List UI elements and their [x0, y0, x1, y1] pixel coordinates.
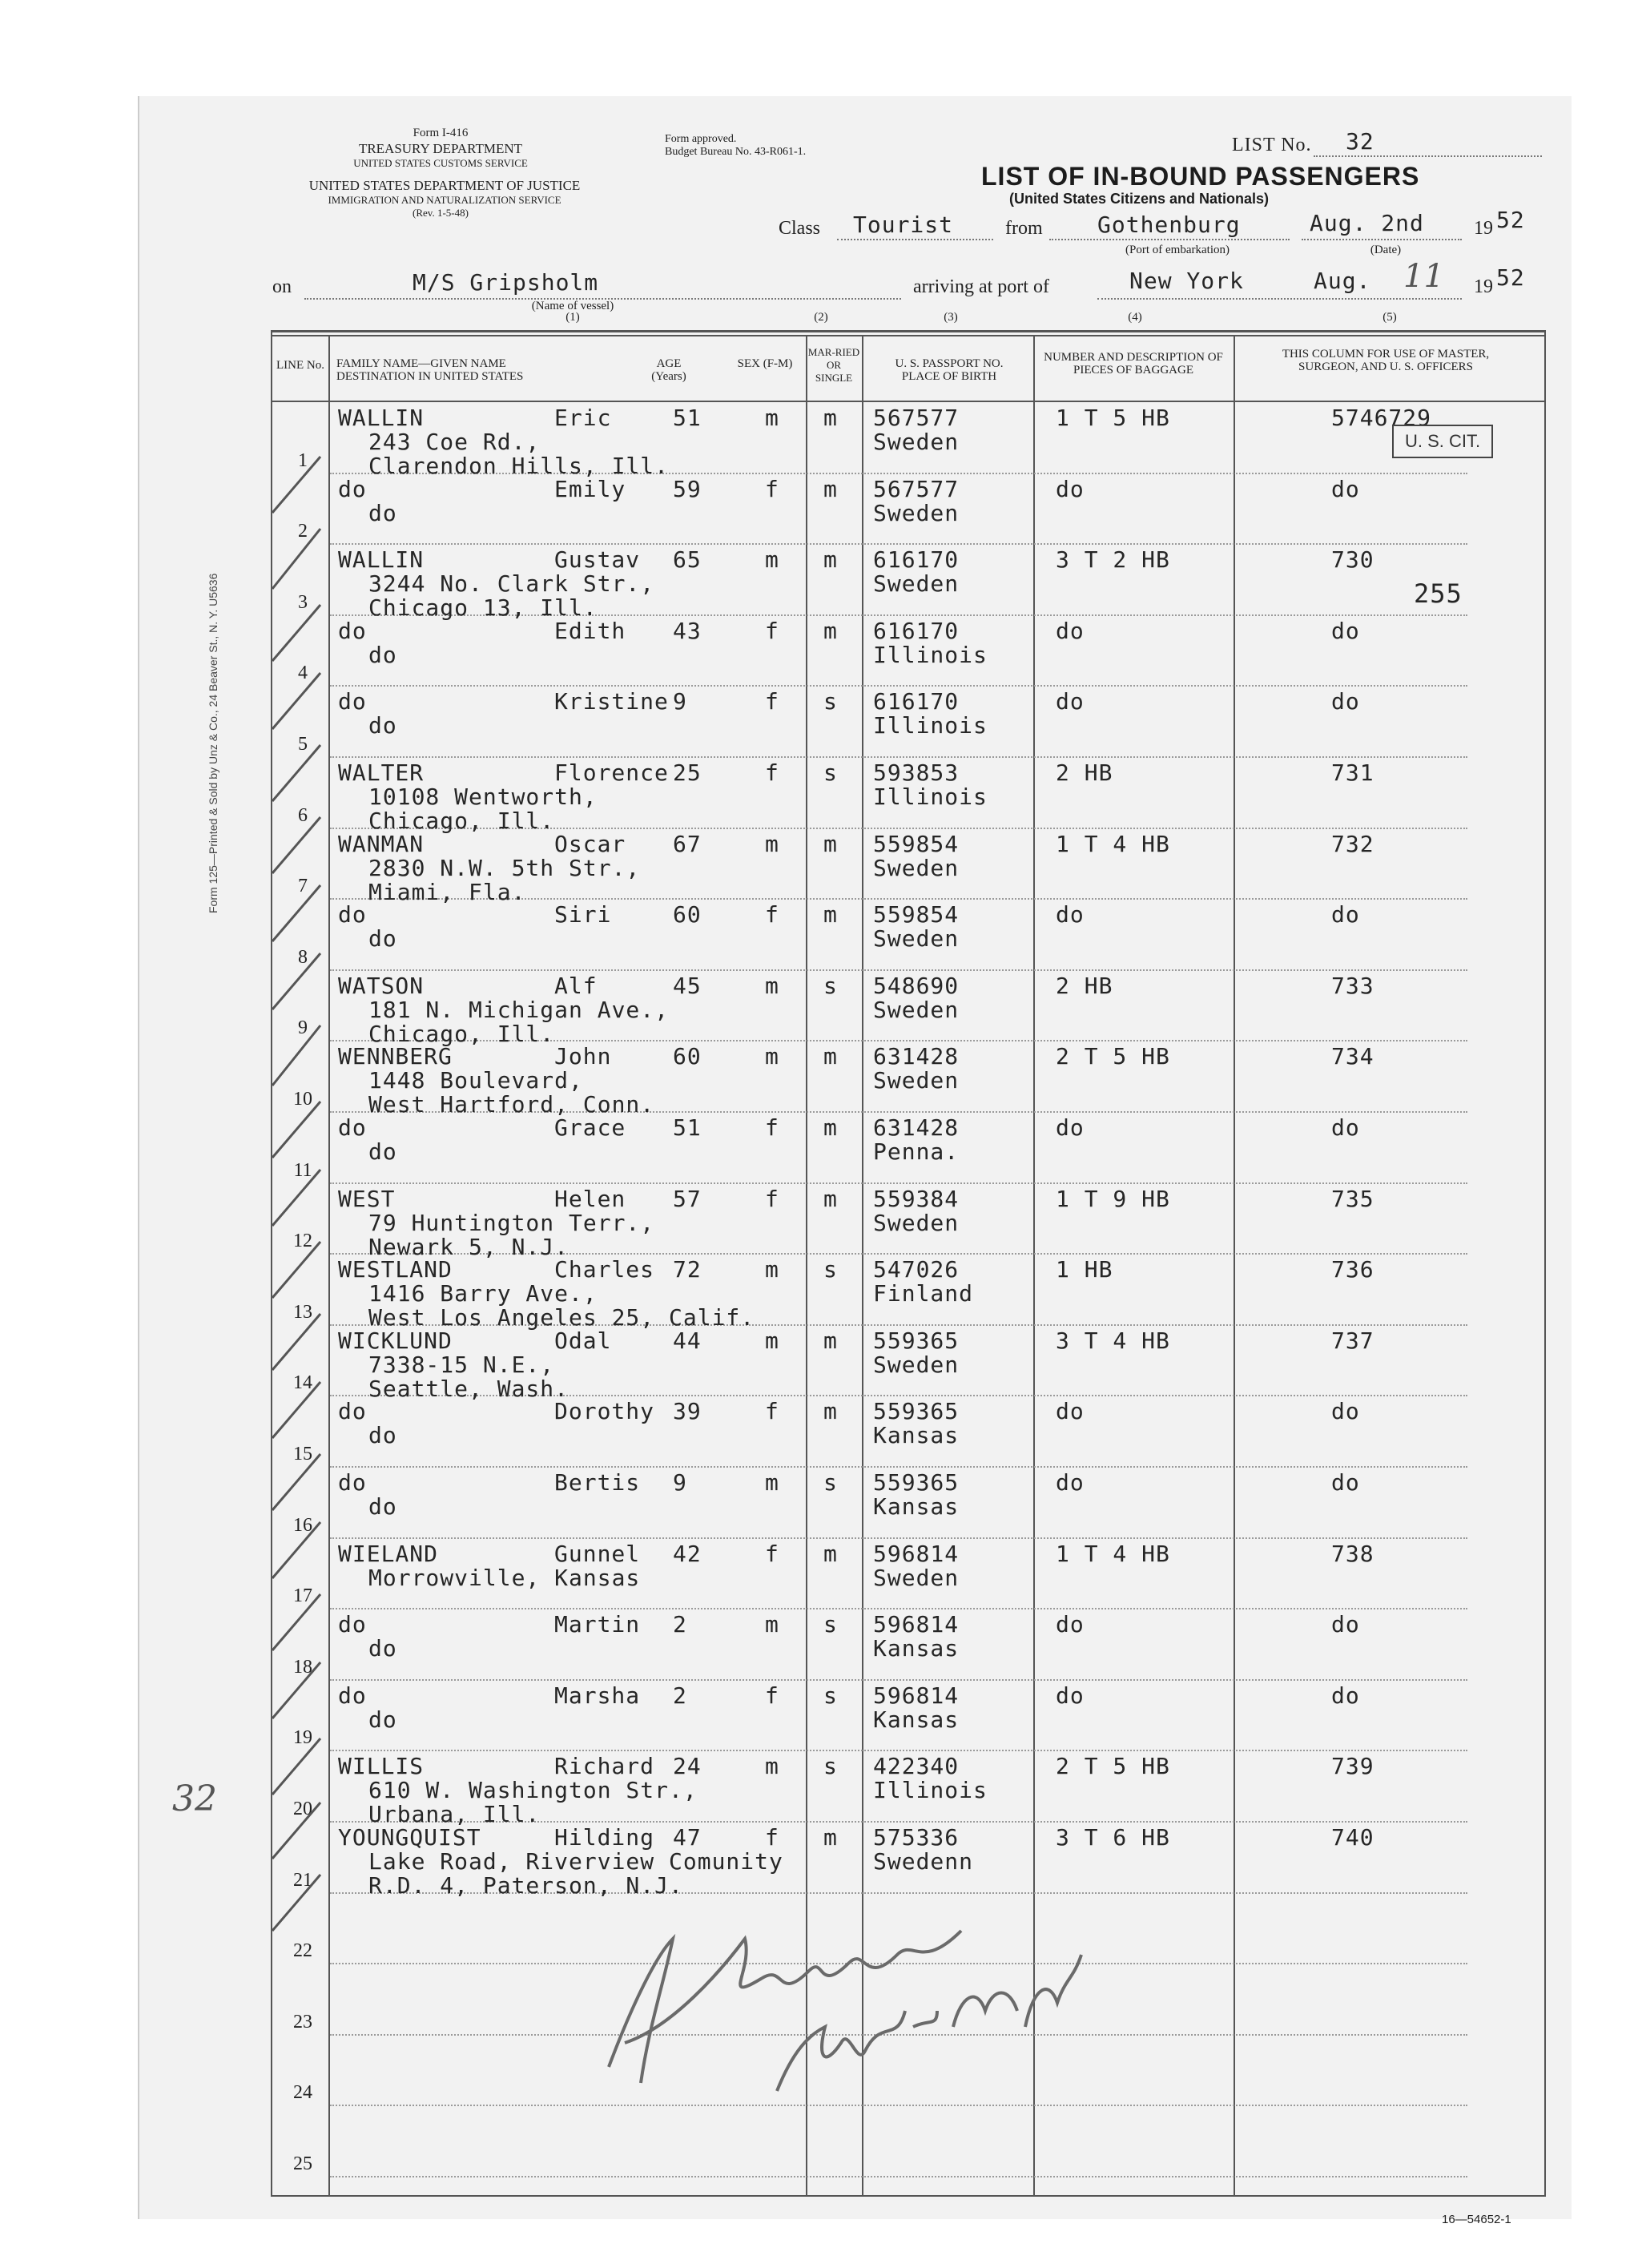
line-number: 2 [298, 521, 308, 542]
sex: f [765, 476, 779, 502]
passport-number: 596814 [873, 1611, 960, 1638]
given-name: Florence [554, 759, 669, 786]
column-header-name: FAMILY NAME—GIVEN NAME DESTINATION IN UNITED STATES [336, 357, 524, 383]
line-number: 24 [293, 2082, 312, 2103]
age: 24 [673, 1753, 702, 1779]
citizen-stamp: U. S. CIT. [1392, 425, 1493, 458]
age: 9 [673, 1469, 687, 1496]
given-name: Oscar [554, 831, 626, 857]
family-name: do [338, 1114, 367, 1141]
family-name: WALTER [338, 759, 425, 786]
line-number: 12 [293, 1231, 312, 1251]
line-number: 15 [293, 1444, 312, 1464]
marital-status: m [823, 1043, 838, 1070]
baggage: 3 T 4 HB [1056, 1327, 1170, 1354]
date-value: Aug. 2nd [1310, 210, 1424, 236]
officer-column: 740 [1331, 1824, 1374, 1851]
officer-column: 737 [1331, 1327, 1374, 1354]
arrival-year-value: 52 [1496, 264, 1525, 291]
address-line-1: 610 W. Washington Str., [368, 1777, 698, 1803]
officer-column: do [1331, 688, 1360, 715]
passport-number: 422340 [873, 1753, 960, 1779]
line-number: 3 [298, 592, 308, 613]
arrival-year-prefix: 19 [1474, 276, 1493, 297]
page-title: LIST OF IN-BOUND PASSENGERS [981, 162, 1420, 191]
line-number: 4 [298, 663, 308, 683]
age: 9 [673, 688, 687, 715]
sex: f [765, 618, 779, 644]
age: 44 [673, 1327, 702, 1354]
year-prefix: 19 [1474, 218, 1493, 239]
marital-status: m [823, 476, 838, 502]
given-name: Emily [554, 476, 626, 502]
line-number: 18 [293, 1657, 312, 1678]
given-name: Grace [554, 1114, 626, 1141]
arrival-port-value: New York [1129, 268, 1244, 294]
place-of-birth: Penna. [873, 1138, 960, 1165]
family-name: do [338, 1469, 367, 1496]
arriving-label: arriving at port of [913, 276, 1049, 297]
given-name: Kristine [554, 688, 669, 715]
age: 25 [673, 759, 702, 786]
given-name: Edith [554, 618, 626, 644]
revision-label: (Rev. 1-5-48) [413, 207, 469, 219]
place-of-birth: Illinois [873, 784, 988, 810]
sex: m [765, 1611, 779, 1638]
address-line-1: do [368, 1138, 397, 1165]
given-name: Gustav [554, 546, 641, 573]
age: 65 [673, 546, 702, 573]
treasury-label: TREASURY DEPARTMENT [358, 141, 523, 156]
address-line-2: Chicago, Ill. [368, 808, 555, 834]
address-line-1: Morrowville, Kansas [368, 1565, 641, 1591]
given-name: Gunnel [554, 1541, 641, 1567]
family-name: YOUNGQUIST [338, 1824, 481, 1851]
baggage: do [1056, 1398, 1085, 1424]
age: 51 [673, 1114, 702, 1141]
officer-column: do [1331, 1398, 1360, 1424]
age: 60 [673, 1043, 702, 1070]
sex: m [765, 1327, 779, 1354]
officer-column: 735 [1331, 1186, 1374, 1212]
vessel-value: M/S Gripsholm [413, 269, 599, 296]
address-line-1: do [368, 1493, 397, 1520]
age: 45 [673, 973, 702, 999]
baggage: do [1056, 1611, 1085, 1638]
line-number: 11 [293, 1160, 312, 1181]
class-label: Class [779, 218, 821, 239]
place-of-birth: Swedenn [873, 1848, 974, 1875]
passport-number: 596814 [873, 1541, 960, 1567]
officer-column: 734 [1331, 1043, 1374, 1070]
age: 42 [673, 1541, 702, 1567]
baggage: 2 HB [1056, 759, 1113, 786]
passport-number: 559384 [873, 1186, 960, 1212]
marital-status: s [823, 973, 838, 999]
class-value: Tourist [853, 211, 954, 238]
column-header-officers: THIS COLUMN FOR USE OF MASTER, SURGEON, AND U. S. OFFICERS [1282, 348, 1490, 373]
marital-status: m [823, 901, 838, 928]
line-number: 10 [293, 1089, 312, 1110]
officer-column: 739 [1331, 1753, 1374, 1779]
family-name: do [338, 618, 367, 644]
sex: f [765, 759, 779, 786]
age: 43 [673, 618, 702, 644]
place-of-birth: Kansas [873, 1493, 960, 1520]
family-name: WATSON [338, 973, 425, 999]
line-number: 23 [293, 2012, 312, 2032]
place-of-birth: Sweden [873, 1210, 960, 1236]
passport-number: 631428 [873, 1043, 960, 1070]
address-line-1: do [368, 642, 397, 668]
line-number: 20 [293, 1799, 312, 1819]
place-of-birth: Illinois [873, 712, 988, 739]
officer-column: do [1331, 1682, 1360, 1709]
given-name: Richard [554, 1753, 655, 1779]
sex: f [765, 1682, 779, 1709]
line-number: 16 [293, 1515, 312, 1536]
address-line-1: 79 Huntington Terr., [368, 1210, 655, 1236]
line-number: 19 [293, 1727, 312, 1748]
given-name: Martin [554, 1611, 641, 1638]
column-header-age: AGE (Years) [651, 357, 686, 383]
family-name: WICKLUND [338, 1327, 453, 1354]
address-line-2: Newark 5, N.J. [368, 1234, 569, 1260]
marital-status: s [823, 1753, 838, 1779]
place-of-birth: Sweden [873, 1352, 960, 1378]
baggage: 1 HB [1056, 1256, 1113, 1283]
officer-column: do [1331, 1469, 1360, 1496]
officer-column: 733 [1331, 973, 1374, 999]
marital-status: m [823, 1327, 838, 1354]
address-line-1: 181 N. Michigan Ave., [368, 997, 670, 1023]
line-number: 6 [298, 805, 308, 826]
family-name: do [338, 901, 367, 928]
port-of-embarkation-value: Gothenburg [1097, 211, 1241, 238]
baggage: 2 T 5 HB [1056, 1753, 1170, 1779]
age: 47 [673, 1824, 702, 1851]
baggage: 1 T 4 HB [1056, 1541, 1170, 1567]
address-line-1: do [368, 1422, 397, 1448]
marital-status: s [823, 1682, 838, 1709]
address-line-1: 10108 Wentworth, [368, 784, 598, 810]
sex: m [765, 1043, 779, 1070]
passport-number: 631428 [873, 1114, 960, 1141]
officer-column: do [1331, 1114, 1360, 1141]
sex: m [765, 546, 779, 573]
place-of-birth: Sweden [873, 429, 960, 455]
marital-status: m [823, 1398, 838, 1424]
place-of-birth: Kansas [873, 1706, 960, 1733]
place-of-birth: Illinois [873, 1777, 988, 1803]
given-name: Hilding [554, 1824, 655, 1851]
sex: f [765, 901, 779, 928]
sex: m [765, 1469, 779, 1496]
family-name: WESTLAND [338, 1256, 453, 1283]
sex: m [765, 1256, 779, 1283]
column-number-5: (5) [1382, 311, 1397, 324]
baggage: 1 T 5 HB [1056, 405, 1170, 431]
marital-status: m [823, 618, 838, 644]
line-number: 9 [298, 1017, 308, 1038]
baggage: do [1056, 618, 1085, 644]
baggage: do [1056, 476, 1085, 502]
address-line-2: R.D. 4, Paterson, N.J. [368, 1872, 683, 1899]
address-line-1: do [368, 712, 397, 739]
form-number: Form I-416 [413, 127, 469, 139]
officer-column: 5746729 [1331, 405, 1432, 431]
baggage: 1 T 4 HB [1056, 831, 1170, 857]
marital-status: s [823, 688, 838, 715]
address-line-2: Seattle, Wash. [368, 1376, 569, 1402]
sex: m [765, 405, 779, 431]
baggage: do [1056, 901, 1085, 928]
baggage: 2 T 5 HB [1056, 1043, 1170, 1070]
passport-number: 596814 [873, 1682, 960, 1709]
age: 39 [673, 1398, 702, 1424]
sex: f [765, 1824, 779, 1851]
sex: f [765, 1398, 779, 1424]
marital-status: m [823, 405, 838, 431]
passport-number: 575336 [873, 1824, 960, 1851]
given-name: Odal [554, 1327, 612, 1354]
given-name: John [554, 1043, 612, 1070]
marital-status: m [823, 1824, 838, 1851]
budget-label: Budget Bureau No. 43-R061-1. [665, 146, 807, 158]
passport-number: 559365 [873, 1469, 960, 1496]
baggage: do [1056, 688, 1085, 715]
print-code: 16—54652-1 [1442, 2213, 1511, 2226]
given-name: Helen [554, 1186, 626, 1212]
age: 72 [673, 1256, 702, 1283]
age: 60 [673, 901, 702, 928]
age: 67 [673, 831, 702, 857]
date-caption: (Date) [1370, 244, 1402, 256]
age: 2 [673, 1611, 687, 1638]
officer-column: do [1331, 476, 1360, 502]
address-line-2: West Los Angeles 25, Calif. [368, 1304, 755, 1331]
marital-status: s [823, 759, 838, 786]
officer-signature [577, 1907, 1105, 2115]
passport-number: 593853 [873, 759, 960, 786]
given-name: Charles [554, 1256, 655, 1283]
arrival-day-value: 11 [1403, 258, 1444, 295]
margin-list-number: 32 [172, 1779, 217, 1819]
given-name: Marsha [554, 1682, 641, 1709]
place-of-birth: Sweden [873, 1565, 960, 1591]
line-number: 21 [293, 1870, 312, 1891]
year-value: 52 [1496, 207, 1525, 233]
side-print: Form 125—Printed & Sold by Unz & Co., 24 Beaver St., N. Y. U5636 [207, 573, 219, 913]
sex: f [765, 1541, 779, 1567]
column-header-passport: U. S. PASSPORT NO. PLACE OF BIRTH [895, 357, 1004, 383]
column-number-3: (3) [944, 311, 958, 324]
place-of-birth: Kansas [873, 1422, 960, 1448]
column-header-baggage: NUMBER AND DESCRIPTION OF PIECES OF BAGGAGE [1044, 351, 1223, 377]
line-number: 7 [298, 876, 308, 896]
officer-column: do [1331, 901, 1360, 928]
family-name: WANMAN [338, 831, 425, 857]
age: 57 [673, 1186, 702, 1212]
officer-column: 731 [1331, 759, 1374, 786]
column-number-1: (1) [565, 311, 580, 324]
customs-label: UNITED STATES CUSTOMS SERVICE [353, 157, 528, 169]
passport-number: 559365 [873, 1327, 960, 1354]
officer-column: do [1331, 1611, 1360, 1638]
officer-column: 738 [1331, 1541, 1374, 1567]
column-number-2: (2) [814, 311, 828, 324]
arrival-date-value: Aug. [1314, 268, 1371, 294]
place-of-birth: Kansas [873, 1635, 960, 1662]
age: 59 [673, 476, 702, 502]
address-line-1: 243 Coe Rd., [368, 429, 541, 455]
marital-status: m [823, 831, 838, 857]
address-line-2: Miami, Fla. [368, 879, 526, 905]
immigration-label: IMMIGRATION AND NATURALIZATION SERVICE [328, 194, 561, 206]
place-of-birth: Sweden [873, 500, 960, 526]
baggage: 1 T 9 HB [1056, 1186, 1170, 1212]
marital-status: s [823, 1469, 838, 1496]
address-line-1: 2830 N.W. 5th Str., [368, 855, 641, 881]
passport-number: 559365 [873, 1398, 960, 1424]
given-name: Bertis [554, 1469, 641, 1496]
address-line-2: Chicago, Ill. [368, 1021, 555, 1047]
family-name: do [338, 1398, 367, 1424]
address-line-1: do [368, 500, 397, 526]
passport-number: 567577 [873, 476, 960, 502]
family-name: do [338, 688, 367, 715]
passport-number: 616170 [873, 688, 960, 715]
line-number: 1 [298, 450, 308, 471]
port-caption: (Port of embarkation) [1125, 244, 1230, 256]
tally-marks [264, 449, 360, 1971]
address-line-2: West Hartford, Conn. [368, 1091, 655, 1118]
sex: f [765, 1186, 779, 1212]
family-name: WILLIS [338, 1753, 425, 1779]
baggage: 3 T 2 HB [1056, 546, 1170, 573]
baggage: do [1056, 1682, 1085, 1709]
place-of-birth: Sweden [873, 1067, 960, 1094]
column-header-line: LINE No. [276, 359, 324, 372]
officer-note: 255 [1414, 578, 1463, 609]
address-line-2: Chicago 13, Ill. [368, 594, 598, 621]
marital-status: s [823, 1256, 838, 1283]
family-name: do [338, 476, 367, 502]
baggage: do [1056, 1114, 1085, 1141]
age: 51 [673, 405, 702, 431]
age: 2 [673, 1682, 687, 1709]
officer-column: do [1331, 618, 1360, 644]
place-of-birth: Finland [873, 1280, 974, 1307]
address-line-1: 3244 No. Clark Str., [368, 570, 655, 597]
officer-column: 736 [1331, 1256, 1374, 1283]
given-name: Siri [554, 901, 612, 928]
given-name: Eric [554, 405, 612, 431]
family-name: WALLIN [338, 405, 425, 431]
line-number: 25 [293, 2153, 312, 2174]
from-label: from [1005, 218, 1043, 239]
address-line-1: 1448 Boulevard, [368, 1067, 583, 1094]
line-number: 14 [293, 1372, 312, 1393]
sex: f [765, 688, 779, 715]
sex: m [765, 1753, 779, 1779]
address-line-2: Urbana, Ill. [368, 1801, 541, 1827]
address-line-1: 1416 Barry Ave., [368, 1280, 598, 1307]
sex: m [765, 831, 779, 857]
line-number: 22 [293, 1940, 312, 1961]
place-of-birth: Illinois [873, 642, 988, 668]
passport-number: 559854 [873, 831, 960, 857]
place-of-birth: Sweden [873, 855, 960, 881]
marital-status: m [823, 1114, 838, 1141]
line-number: 17 [293, 1585, 312, 1606]
line-number: 13 [293, 1302, 312, 1323]
line-number: 5 [298, 734, 308, 755]
list-number-label: LIST No. [1232, 135, 1312, 155]
family-name: WEST [338, 1186, 396, 1212]
column-header-married: MAR-RIED OR SINGLE [807, 346, 860, 384]
baggage: 3 T 6 HB [1056, 1824, 1170, 1851]
given-name: Alf [554, 973, 598, 999]
family-name: WALLIN [338, 546, 425, 573]
family-name: do [338, 1682, 367, 1709]
list-number-value: 32 [1346, 128, 1374, 155]
passport-number: 567577 [873, 405, 960, 431]
officer-column: 730 [1331, 546, 1374, 573]
passport-number: 616170 [873, 546, 960, 573]
column-header-sex: SEX (F-M) [737, 357, 793, 370]
passport-number: 548690 [873, 973, 960, 999]
marital-status: m [823, 1186, 838, 1212]
column-number-4: (4) [1128, 311, 1142, 324]
family-name: do [338, 1611, 367, 1638]
line-number: 8 [298, 947, 308, 968]
officer-column: 732 [1331, 831, 1374, 857]
page-subtitle: (United States Citizens and Nationals) [1009, 191, 1270, 207]
place-of-birth: Sweden [873, 997, 960, 1023]
on-label: on [272, 276, 292, 297]
place-of-birth: Sweden [873, 925, 960, 952]
family-name: WENNBERG [338, 1043, 453, 1070]
justice-label: UNITED STATES DEPARTMENT OF JUSTICE [308, 178, 581, 193]
passport-number: 616170 [873, 618, 960, 644]
marital-status: s [823, 1611, 838, 1638]
address-line-1: 7338-15 N.E., [368, 1352, 555, 1378]
form-approved-label: Form approved. [665, 133, 737, 145]
address-line-1: do [368, 925, 397, 952]
address-line-1: do [368, 1706, 397, 1733]
marital-status: m [823, 546, 838, 573]
family-name: WIELAND [338, 1541, 439, 1567]
marital-status: m [823, 1541, 838, 1567]
place-of-birth: Sweden [873, 570, 960, 597]
address-line-1: Lake Road, Riverview Comunity [368, 1848, 783, 1875]
baggage: 2 HB [1056, 973, 1113, 999]
address-line-1: do [368, 1635, 397, 1662]
sex: f [765, 1114, 779, 1141]
sex: m [765, 973, 779, 999]
vessel-caption: (Name of vessel) [531, 300, 614, 312]
given-name: Dorothy [554, 1398, 655, 1424]
passport-number: 547026 [873, 1256, 960, 1283]
passport-number: 559854 [873, 901, 960, 928]
address-line-2: Clarendon Hills, Ill. [368, 453, 670, 479]
baggage: do [1056, 1469, 1085, 1496]
